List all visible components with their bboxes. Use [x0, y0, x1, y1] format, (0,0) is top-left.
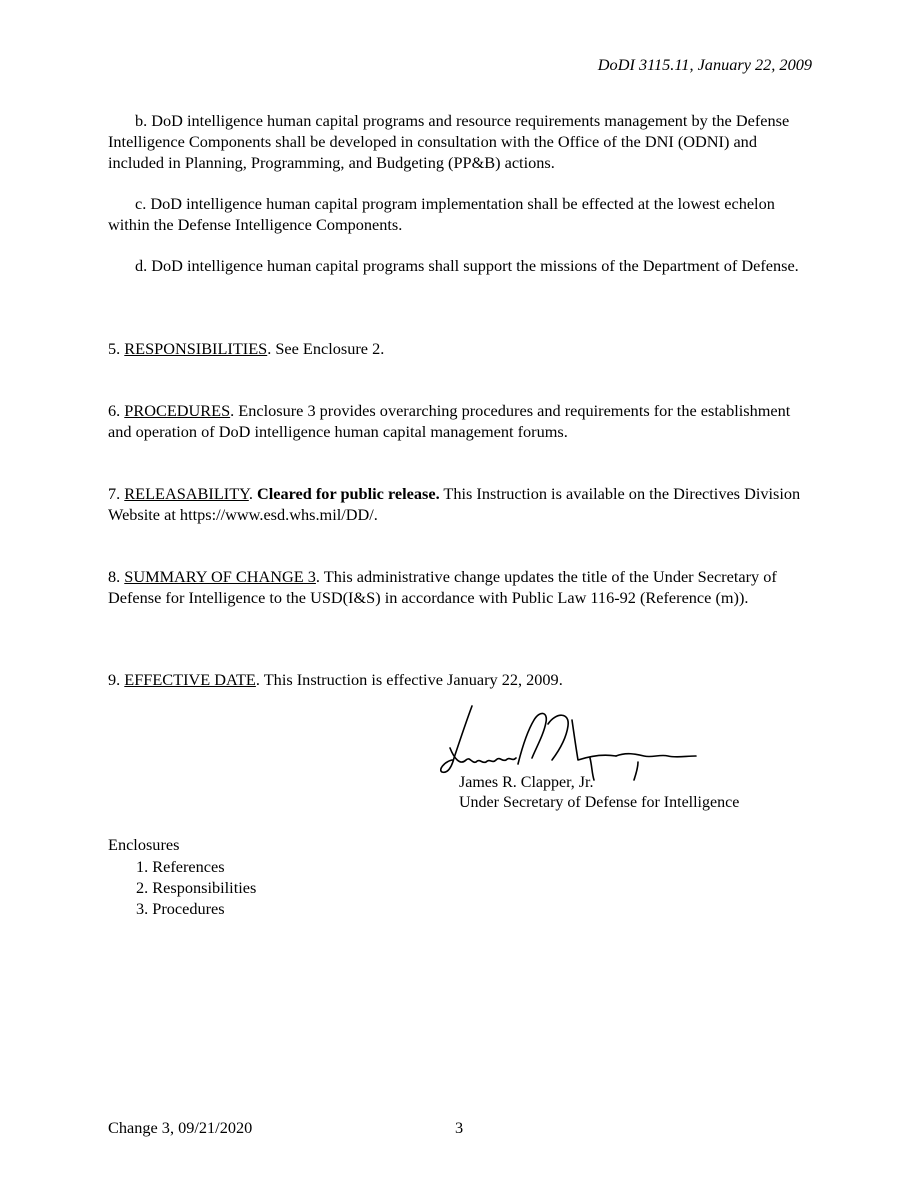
list-item: 3. Procedures — [136, 899, 225, 918]
list-item: 2. Responsibilities — [136, 878, 257, 897]
release-statement: Cleared for public release. — [256, 484, 440, 503]
section-separator: . — [248, 484, 257, 503]
section-text: . This administrative change updates the title of the Under Secretary of Defense for Intelligence to the USD(I&S) in accordance with Public Law 116-92 (Reference (m)). — [108, 567, 777, 607]
section-number: 7. — [108, 484, 125, 503]
section-text: . This Instruction is effective January 22, 2009. — [255, 670, 563, 689]
section-heading: SUMMARY OF CHANGE 3 — [124, 567, 316, 586]
section-text: This Instruction is available on the Directives Division Website at https://www.esd.whs.mil/DD/. — [108, 484, 801, 524]
section-number: 5. — [108, 339, 125, 358]
section-number: 9. — [108, 670, 125, 689]
section-9 — [108, 669, 808, 690]
section-number: 6. — [108, 401, 125, 420]
paragraph-c: c. DoD intelligence human capital program implementation shall be effected at the lowest echelon within the Defense Intelligence Components. — [108, 194, 775, 234]
section-number: 8. — [108, 567, 125, 586]
section-heading: RELEASABILITY — [124, 484, 249, 503]
paragraph-b: b. DoD intelligence human capital programs and resource requirements management by the Defense Intelligence Components shall be developed in consultation with the Office of the DNI (ODNI) and included in Planning, Programming, and Budgeting (PP&B) actions. — [108, 111, 790, 172]
signer-name: James R. Clapper, Jr. — [459, 774, 594, 791]
section-heading: EFFECTIVE DATE — [124, 670, 256, 689]
section-text: . See Enclosure 2. — [267, 339, 385, 358]
enclosures-list — [136, 856, 256, 919]
list-item: 1. References — [136, 857, 225, 876]
footer-change-note: Change 3, 09/21/2020 — [108, 1118, 253, 1137]
paragraph-d: d. DoD intelligence human capital programs shall support the missions of the Department of Defense. — [135, 256, 799, 275]
section-heading: RESPONSIBILITIES — [124, 339, 268, 358]
enclosures-title: Enclosures — [108, 835, 180, 854]
section-heading: PROCEDURES — [124, 401, 231, 420]
page-header: DoDI 3115.11, January 22, 2009 — [597, 55, 812, 74]
section-5 — [108, 338, 808, 359]
page-number: 3 — [455, 1118, 464, 1137]
section-8 — [108, 566, 808, 608]
section-6 — [108, 400, 808, 442]
section-7 — [108, 483, 808, 525]
signature-block — [440, 700, 800, 820]
signer-title: Under Secretary of Defense for Intelligence — [459, 794, 740, 811]
section-text: . Enclosure 3 provides overarching procedures and requirements for the establishment and operation of DoD intelligence human capital management forums. — [108, 401, 791, 441]
